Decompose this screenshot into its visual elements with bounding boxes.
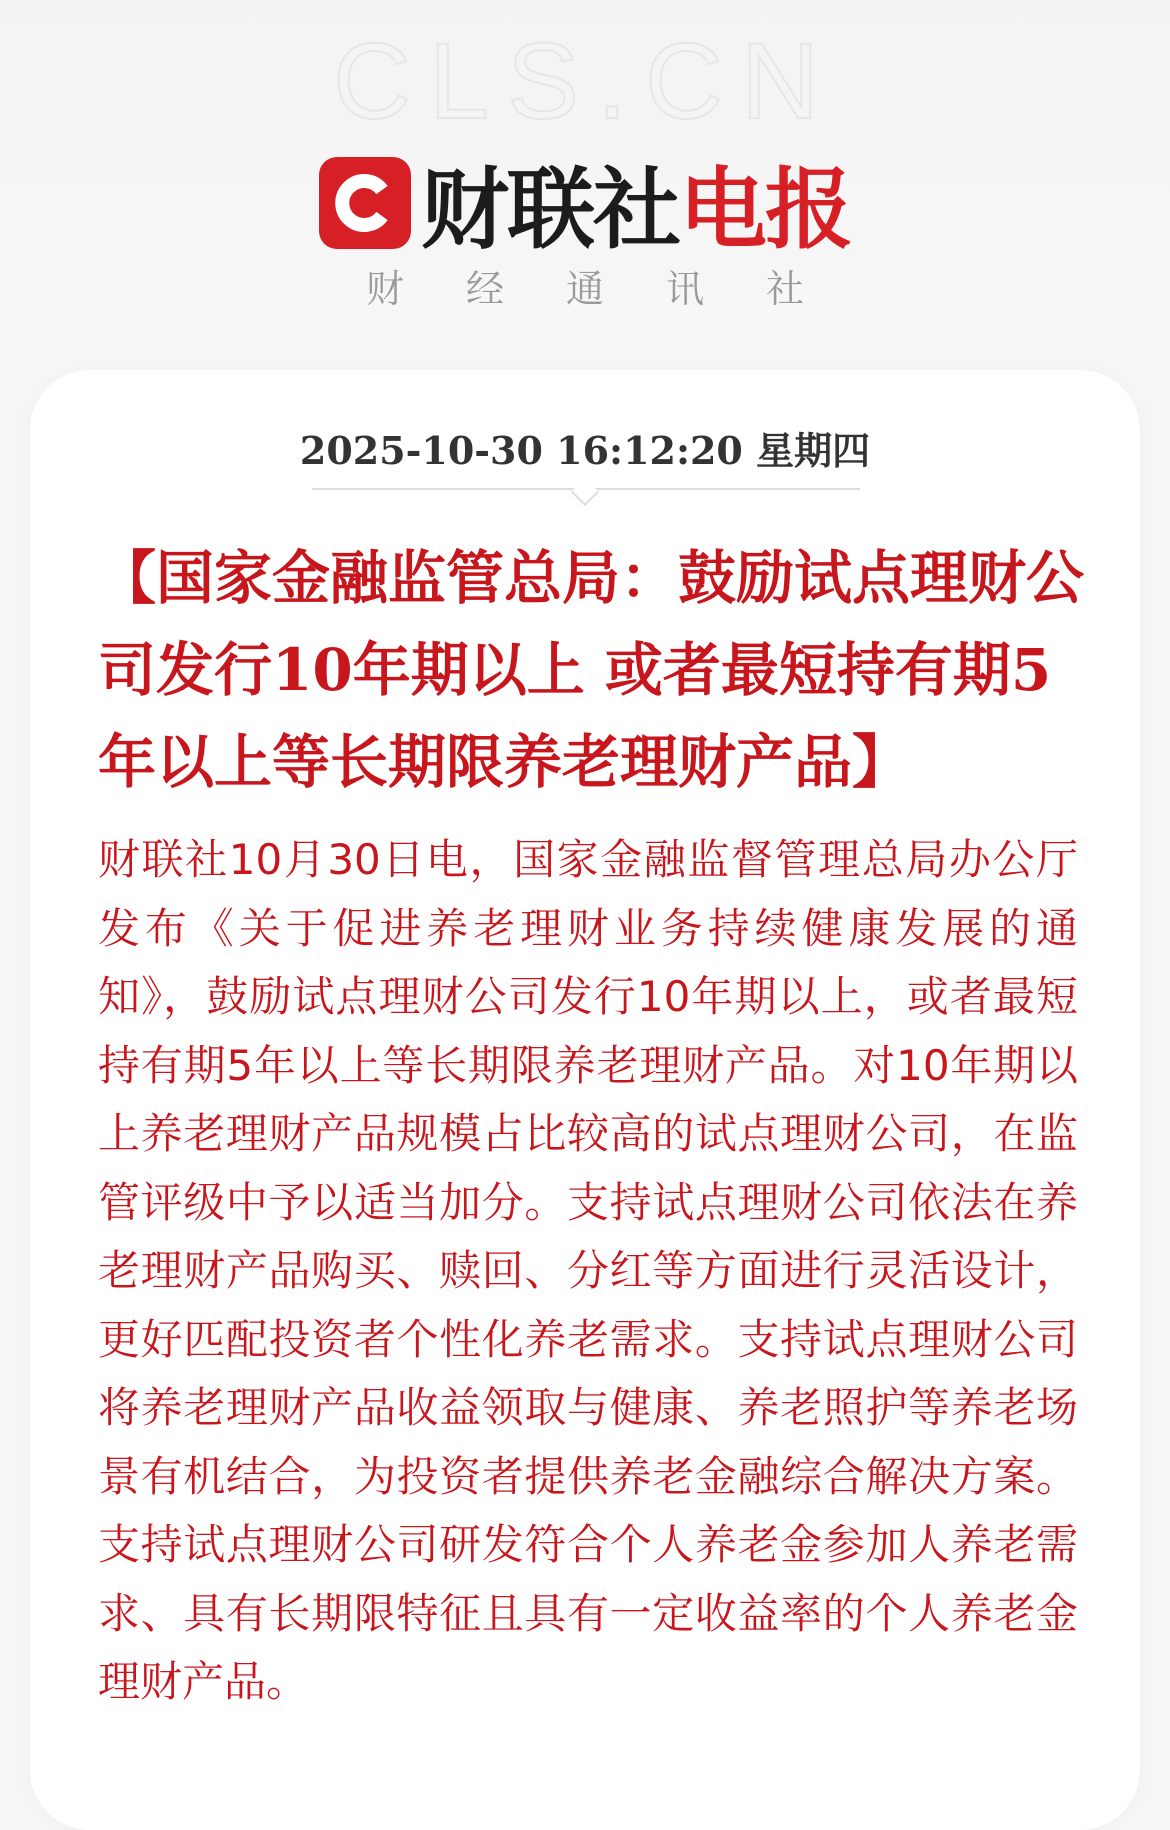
article-timestamp: 2025-10-30 16:12:20 星期四 xyxy=(299,428,871,473)
brand-logo xyxy=(0,140,1170,266)
article-body: 财联社10月30日电，国家金融监督管理总局办公厅发布《关于促进养老理财业务持续健康发展的通知》，鼓励试点理财公司发行10年期以上，或者最短持有期5年以上等长期限养老理财产品。对10年期以上养老理财产品规模占比较高的试点理财公司，在监管评级中予以适当加分。支持试点理财公司依法在养老理财产品购买、赎回、分红等方面进行灵活设计，更好匹配投资者个性化养老需求。支持试点理财公司将养老理财产品收益领取与健康、养老照护等养老场景有机结合，为投资者提供养老金融综合解决方案。支持试点理财公司研发符合个人养老金参加人养老需求、具有长期限特征且具有一定收益率的个人养老金理财产品。 xyxy=(98,835,1078,1706)
brand-accent: 电报 xyxy=(679,158,852,261)
watermark: CLS.CN xyxy=(332,20,838,141)
tagline: 财经通讯社 xyxy=(365,267,866,311)
article-headline: 【国家金融监管总局：鼓励试点理财公司发行10年期以上 或者最短持有期5年以上等长期限养老理财产品】 xyxy=(98,544,1085,796)
logo-c-icon xyxy=(319,157,411,249)
brand-name: 财联社 xyxy=(420,158,679,261)
logo-c-glyph xyxy=(330,168,400,238)
